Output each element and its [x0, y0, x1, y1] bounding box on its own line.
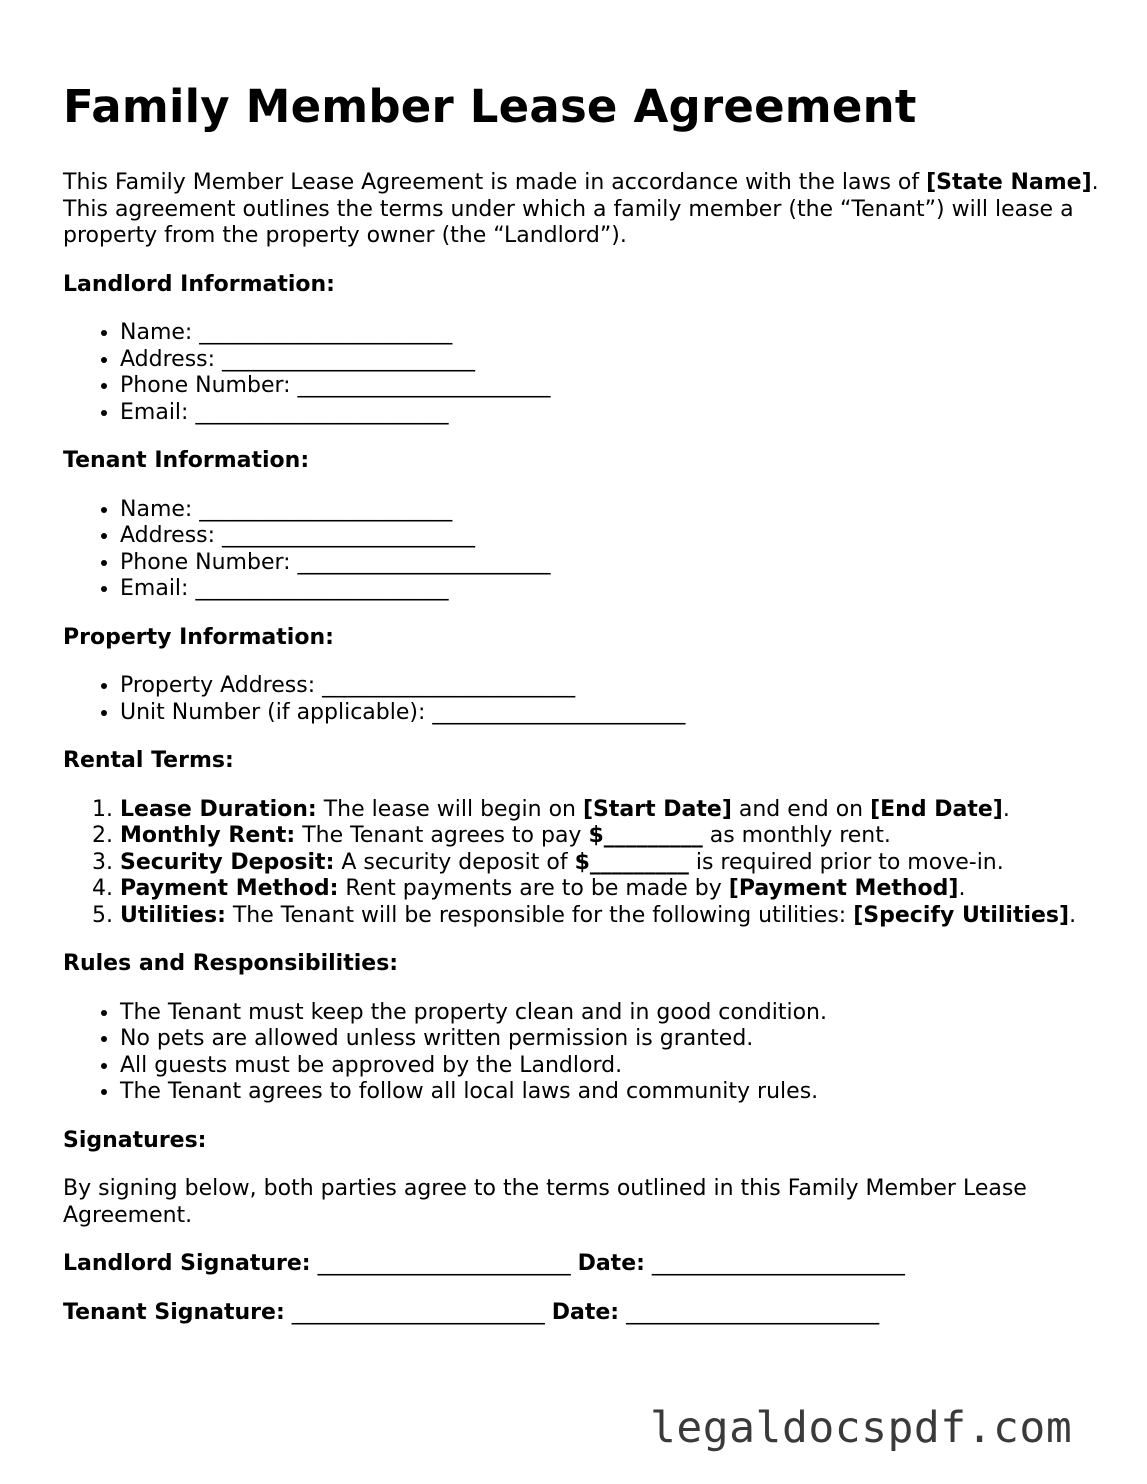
signatures-intro: By signing below, both parties agree to the terms outlined in this Family Member Lease Agreement. [63, 1176, 1027, 1228]
term-label: Utilities: [120, 902, 226, 928]
intro-text-1: This Family Member Lease Agreement is made in accordance with the laws of [63, 170, 927, 195]
deposit-amount-placeholder: $_________ [574, 849, 689, 875]
term-text: . [1002, 796, 1010, 822]
tenant-signature-line [63, 1300, 1103, 1327]
tenant-heading: Tenant Information: [63, 448, 310, 473]
state-name-placeholder: [State Name] [926, 170, 1092, 195]
property-info-list [63, 673, 1103, 726]
watermark-logo: legaldocspdf.com [650, 1403, 1073, 1453]
unit-number-item: • Unit Number (if applicable): _______________________ [120, 700, 1103, 727]
intro-text-2: . This agreement outlines the terms under which a family member (the “Tenant”) will lease a property from the property owner (the “Landlord”). [63, 170, 1099, 248]
rules-heading: Rules and Responsibilities: [63, 951, 399, 976]
term-label: Security Deposit: [120, 849, 335, 875]
document-page [63, 78, 1103, 1348]
landlord-date-blank: _______________________ [644, 1251, 905, 1276]
term-payment-method [120, 876, 1103, 903]
term-text: The lease will begin on [316, 796, 583, 822]
landlord-signature-blank: _______________________ [310, 1251, 578, 1276]
term-text: is required prior to move-in. [688, 849, 1004, 875]
landlord-heading: Landlord Information: [63, 271, 335, 297]
term-utilities [120, 903, 1103, 930]
document-title: Family Member Lease Agreement [63, 80, 917, 133]
rent-amount-placeholder: $_________ [588, 823, 703, 848]
tenant-signature-blank: _______________________ [284, 1299, 552, 1325]
tenant-date-label: Date: [551, 1299, 620, 1325]
rental-terms-list [63, 797, 1103, 930]
term-text: A security deposit of [334, 849, 575, 875]
term-label: Monthly Rent: [120, 823, 296, 848]
rules-list [63, 1000, 1103, 1106]
intro-paragraph [63, 170, 1103, 250]
tenant-info-list [63, 497, 1103, 603]
term-text: . [958, 876, 966, 901]
landlord-date-label: Date: [577, 1251, 645, 1276]
term-text: as monthly rent. [702, 823, 891, 848]
term-text: Rent payments are to be made by [338, 876, 729, 901]
property-heading: Property Information: [63, 624, 334, 650]
term-label: Payment Method: [120, 876, 339, 901]
landlord-email-item: • Email: _______________________ [120, 400, 1103, 427]
tenant-phone-item: • Phone Number: _______________________ [120, 550, 1103, 577]
tenant-address-item: • Address: _______________________ [120, 523, 1103, 550]
rule-item: • All guests must be approved by the Landlord. [120, 1053, 1103, 1080]
payment-method-placeholder: [Payment Method] [728, 876, 959, 901]
term-text: . [1069, 902, 1077, 928]
term-text: and end on [731, 796, 871, 822]
property-address-item: • Property Address: _______________________ [120, 673, 1103, 700]
tenant-date-blank: _______________________ [619, 1299, 880, 1325]
rule-item: • The Tenant must keep the property clean and in good condition. [120, 1000, 1103, 1027]
term-text: The Tenant agrees to pay [295, 823, 589, 848]
signatures-heading: Signatures: [63, 1127, 207, 1153]
landlord-signature-label: Landlord Signature: [63, 1251, 311, 1276]
rule-item: • The Tenant agrees to follow all local laws and community rules. [120, 1079, 1103, 1106]
term-monthly-rent [120, 823, 1103, 850]
tenant-name-item: • Name: _______________________ [120, 497, 1103, 524]
term-lease-duration [120, 797, 1103, 824]
tenant-email-item: • Email: _______________________ [120, 576, 1103, 603]
rule-item: • No pets are allowed unless written permission is granted. [120, 1026, 1103, 1053]
term-security-deposit [120, 850, 1103, 877]
landlord-signature-line [63, 1251, 1103, 1278]
start-date-placeholder: [Start Date] [582, 796, 732, 822]
landlord-phone-item: • Phone Number: _______________________ [120, 373, 1103, 400]
tenant-signature-label: Tenant Signature: [63, 1299, 285, 1325]
utilities-placeholder: [Specify Utilities] [853, 902, 1070, 928]
term-text: The Tenant will be responsible for the following utilities: [225, 902, 854, 928]
landlord-info-list [63, 320, 1103, 426]
rental-terms-heading: Rental Terms: [63, 748, 234, 773]
end-date-placeholder: [End Date] [870, 796, 1003, 822]
landlord-address-item: • Address: _______________________ [120, 347, 1103, 374]
landlord-name-item: • Name: _______________________ [120, 320, 1103, 347]
term-label: Lease Duration: [120, 796, 317, 822]
